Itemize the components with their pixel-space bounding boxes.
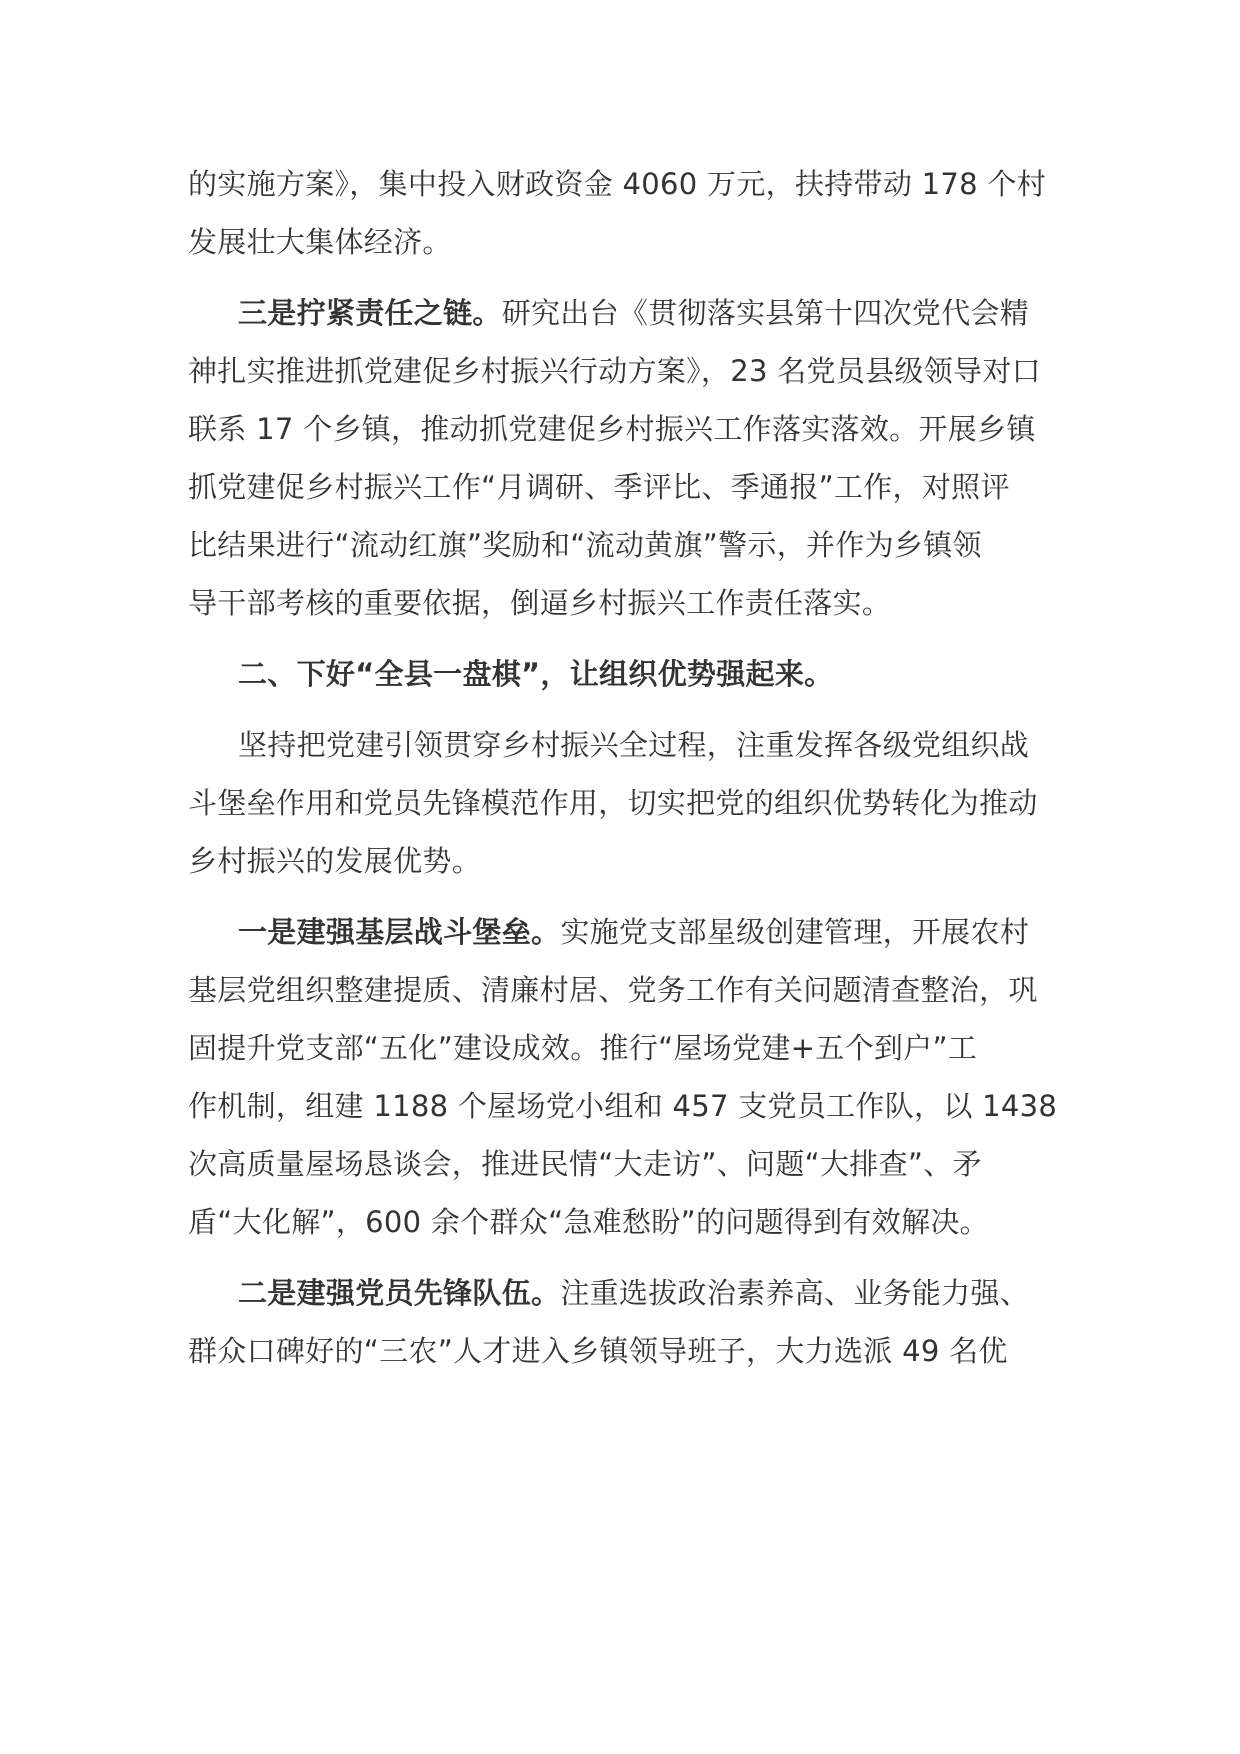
paragraph-heading: 三是拧紧责任之链。 (238, 296, 502, 330)
text-run: 的实施方案》，集中投入财政资金 4060 万元，扶持带动 178 个村 (188, 167, 1047, 201)
section-heading (238, 654, 833, 694)
text-line (188, 164, 1046, 204)
text-run: 研究出台《贯彻落实县第十四次党代会精 (501, 296, 1030, 330)
text-line (188, 1331, 1008, 1371)
text-line (188, 783, 1038, 823)
text-run: 斗堡垒作用和党员先锋模范作用，切实把党的组织优势转化为推动 (188, 786, 1038, 820)
text-run: 比结果进行“流动红旗”奖励和“流动黄旗”警示，并作为乡镇领 (188, 528, 982, 562)
text-run: 导干部考核的重要依据，倒逼乡村振兴工作责任落实。 (188, 586, 892, 620)
text-line (188, 222, 452, 262)
text-run: 盾“大化解”，600 余个群众“急难愁盼”的问题得到有效解决。 (188, 1205, 989, 1239)
text-line (188, 1144, 982, 1184)
text-run: 联系 17 个乡镇，推动抓党建促乡村振兴工作落实落效。开展乡镇 (188, 412, 1036, 446)
text-run: 抓党建促乡村振兴工作“月调研、季评比、季通报”工作，对照评 (188, 470, 1010, 504)
text-line (238, 912, 1029, 952)
text-line (188, 467, 1010, 507)
text-line (188, 1202, 989, 1242)
text-line (188, 525, 982, 565)
text-line (188, 1086, 1057, 1126)
text-run: 群众口碑好的“三农”人才进入乡镇领导班子，大力选派 49 名优 (188, 1334, 1008, 1368)
paragraph-heading: 二是建强党员先锋队伍。 (238, 1276, 561, 1310)
section-heading-text: 二、下好“全县一盘棋”，让组织优势强起来。 (238, 657, 834, 691)
text-line (188, 841, 481, 881)
text-run: 注重选拔政治素养高、业务能力强、 (560, 1276, 1030, 1310)
text-run: 次高质量屋场恳谈会，推进民情“大走访”、问题“大排查”、矛 (188, 1147, 982, 1181)
text-line (188, 970, 1038, 1010)
text-run: 乡村振兴的发展优势。 (188, 844, 482, 878)
text-line (238, 293, 1029, 333)
text-line (238, 725, 1029, 765)
text-run: 实施党支部星级创建管理，开展农村 (560, 915, 1030, 949)
text-line (188, 1028, 977, 1068)
text-line (188, 351, 1041, 391)
text-run: 基层党组织整建提质、清廉村居、党务工作有关问题清查整治，巩 (188, 973, 1038, 1007)
text-line (188, 583, 891, 623)
paragraph-heading: 一是建强基层战斗堡垒。 (238, 915, 561, 949)
text-run: 神扎实推进抓党建促乡村振兴行动方案》，23 名党员县级领导对口 (188, 354, 1041, 388)
text-run: 发展壮大集体经济。 (188, 225, 452, 259)
text-line (238, 1273, 1029, 1313)
text-run: 固提升党支部“五化”建设成效。推行“屋场党建+五个到户”工 (188, 1031, 978, 1065)
text-run: 坚持把党建引领贯穿乡村振兴全过程，注重发挥各级党组织战 (238, 728, 1030, 762)
text-run: 作机制，组建 1188 个屋场党小组和 457 支党员工作队，以 1438 (188, 1089, 1058, 1123)
text-line (188, 409, 1036, 449)
